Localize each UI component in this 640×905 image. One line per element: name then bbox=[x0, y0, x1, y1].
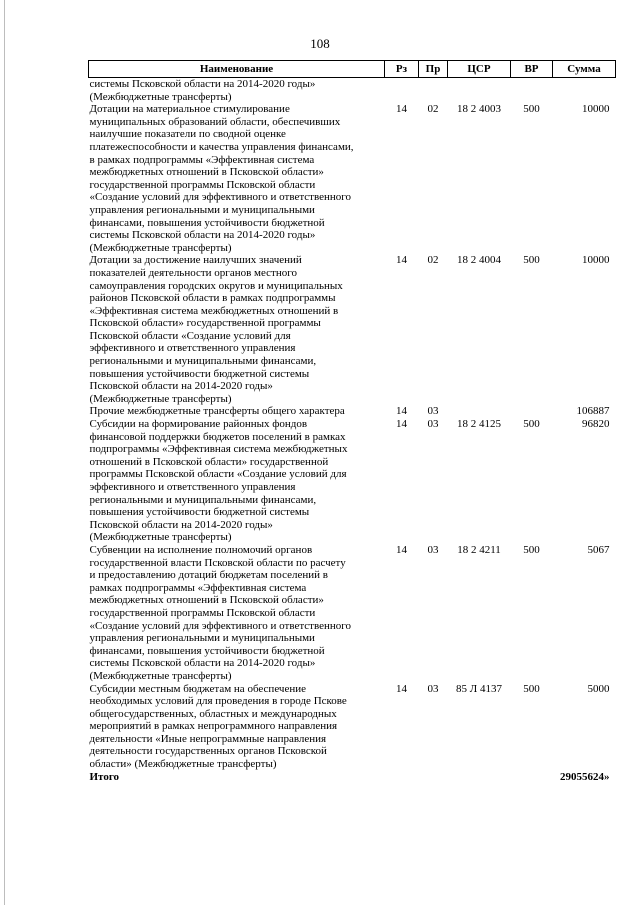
table-body bbox=[89, 78, 616, 784]
empty-cell bbox=[385, 771, 419, 784]
row-name-line: государственной власти Псковской области по расчету bbox=[89, 556, 346, 569]
row-name-line: программы Псковской области «Создание условий для bbox=[89, 468, 347, 481]
table-row bbox=[89, 405, 616, 418]
row-name-line: Дотации за достижение наилучших значений bbox=[89, 254, 302, 267]
table-row bbox=[89, 78, 616, 104]
row-sum: 96820 bbox=[582, 418, 610, 431]
row-pr: 03 bbox=[427, 418, 439, 431]
row-csr: 18 2 4003 bbox=[457, 103, 501, 116]
row-name-line: «Создание условий для эффективного и ответственного bbox=[89, 191, 352, 204]
row-name-line: Псковской области «Создание условий для bbox=[89, 329, 291, 342]
row-name-line: (Межбюджетные трансферты) bbox=[89, 241, 232, 254]
row-vr: 500 bbox=[523, 418, 540, 431]
row-name-line: системы Псковской области на 2014-2020 годы» bbox=[89, 657, 316, 670]
row-name-line: системы Псковской области на 2014-2020 годы» bbox=[89, 229, 316, 242]
row-pr: 03 bbox=[427, 543, 439, 556]
row-rz: 14 bbox=[396, 682, 407, 695]
row-name-line: «Эффективная система межбюджетных отношений в bbox=[89, 304, 339, 317]
total-sum: 29055624» bbox=[560, 770, 610, 783]
row-name-line: мероприятий в рамках непрограммного направления bbox=[89, 720, 338, 733]
row-name-line: эффективного и ответственного управления bbox=[89, 481, 296, 493]
row-name-line: финансами, повышения устойчивости бюджетной bbox=[89, 216, 325, 229]
empty-cell bbox=[448, 771, 511, 784]
row-pr: 03 bbox=[427, 405, 439, 418]
table-row bbox=[89, 103, 616, 254]
row-sum: 10000 bbox=[582, 254, 610, 267]
row-name-line: (Межбюджетные трансферты) bbox=[89, 392, 232, 405]
row-name-line: деятельности «Иные непрограммные направления bbox=[89, 732, 327, 745]
table-header bbox=[89, 61, 616, 78]
row-name-line: общегосударственных, областных и международных bbox=[89, 707, 337, 720]
row-pr: 02 bbox=[427, 103, 439, 116]
col-header-vr: ВР bbox=[511, 61, 553, 78]
row-name-line: финансами, повышения устойчивости бюджетной bbox=[89, 644, 325, 657]
row-sum: 5000 bbox=[587, 682, 610, 695]
row-sum: 5067 bbox=[587, 543, 610, 556]
total-row bbox=[89, 771, 616, 784]
total-label: Итого bbox=[89, 770, 120, 783]
row-name-line: государственной программы Псковской области bbox=[89, 606, 316, 619]
row-name bbox=[89, 103, 385, 254]
row-vr: 500 bbox=[523, 682, 540, 695]
row-rz: 14 bbox=[396, 405, 407, 418]
row-name-line: отношений в Псковской области» государственной bbox=[89, 455, 329, 468]
page-number: 108 bbox=[310, 36, 330, 51]
row-name-line: Псковской области на 2014-2020 годы» bbox=[89, 380, 273, 393]
row-name-line: повышения устойчивости бюджетной системы bbox=[89, 367, 310, 380]
row-name bbox=[89, 254, 385, 405]
row-name-line: муниципальных образований области, обеспечивших bbox=[89, 115, 341, 128]
row-name-line: деятельности государственных органов Псковской bbox=[89, 745, 327, 758]
row-name bbox=[89, 544, 385, 683]
row-name bbox=[89, 405, 385, 418]
table-row bbox=[89, 544, 616, 683]
row-name-line: наилучшие показатели по сводной оценке bbox=[89, 128, 286, 141]
row-name-line: эффективного и ответственного управления bbox=[89, 342, 296, 355]
row-name-line: региональными и муниципальными финансами, bbox=[89, 355, 317, 368]
table-row bbox=[89, 254, 616, 405]
row-name-line: системы Псковской области на 2014-2020 годы» bbox=[89, 78, 316, 90]
row-pr bbox=[419, 78, 448, 104]
row-name-line: Псковской области на 2014-2020 годы» bbox=[89, 518, 273, 531]
row-name-line: подпрограммы «Эффективная система межбюджетных bbox=[89, 443, 348, 456]
row-name-line: районов Псковской области в рамках подпрограммы bbox=[89, 292, 336, 305]
row-name-line: (Межбюджетные трансферты) bbox=[89, 90, 232, 103]
row-pr: 02 bbox=[427, 254, 439, 267]
row-csr bbox=[448, 405, 511, 418]
row-sum: 10000 bbox=[582, 103, 610, 116]
col-header-sum: Сумма bbox=[553, 61, 616, 78]
table-row bbox=[89, 683, 616, 771]
row-name-line: в рамках подпрограммы «Эффективная система bbox=[89, 153, 315, 166]
row-sum bbox=[553, 78, 616, 104]
row-name-line: повышения устойчивости бюджетной системы bbox=[89, 506, 310, 519]
row-vr bbox=[511, 405, 553, 418]
row-name-line: показателей деятельности органов местного bbox=[89, 266, 297, 279]
col-header-name: Наименование bbox=[89, 61, 385, 78]
row-csr: 85 Л 4137 bbox=[456, 682, 502, 695]
row-name bbox=[89, 78, 385, 104]
row-name bbox=[89, 683, 385, 771]
row-name-line: межбюджетных отношений в Псковской области» bbox=[89, 166, 324, 179]
row-name-line: государственной программы Псковской области bbox=[89, 178, 316, 191]
row-csr: 18 2 4125 bbox=[457, 418, 501, 431]
row-name-line: управления региональными и муниципальными bbox=[89, 632, 315, 645]
row-name-line: Псковской области» государственной программы bbox=[89, 317, 321, 330]
row-name-line: области» (Межбюджетные трансферты) bbox=[89, 758, 277, 771]
row-name-line: (Межбюджетные трансферты) bbox=[89, 531, 232, 544]
row-csr bbox=[448, 78, 511, 104]
row-name-line: Субсидии местным бюджетам на обеспечение bbox=[89, 682, 306, 695]
row-rz: 14 bbox=[396, 254, 407, 267]
scan-edge-line bbox=[4, 0, 5, 905]
row-pr: 03 bbox=[427, 682, 439, 695]
row-vr bbox=[511, 78, 553, 104]
row-rz: 14 bbox=[396, 103, 407, 116]
row-name-line: «Создание условий для эффективного и ответственного bbox=[89, 619, 352, 632]
row-csr: 18 2 4004 bbox=[457, 254, 501, 267]
row-name-line: Прочие межбюджетные трансферты общего характера bbox=[89, 405, 345, 418]
row-name-line: и предоставлению дотаций бюджетам поселений в bbox=[89, 569, 328, 582]
row-name-line: необходимых условий для проведения в городе Пскове bbox=[89, 695, 347, 708]
col-header-csr: ЦСР bbox=[448, 61, 511, 78]
budget-table bbox=[88, 60, 616, 783]
col-header-rz: Рз bbox=[385, 61, 419, 78]
row-name-line: управления региональными и муниципальными bbox=[89, 203, 315, 216]
row-name-line: региональными и муниципальными финансами, bbox=[89, 493, 317, 506]
row-rz: 14 bbox=[396, 418, 407, 431]
row-name-line: финансовой поддержки бюджетов поселений в рамках bbox=[89, 430, 346, 443]
row-csr: 18 2 4211 bbox=[457, 543, 501, 556]
row-name-line: Дотации на материальное стимулирование bbox=[89, 103, 290, 116]
row-vr: 500 bbox=[523, 254, 540, 267]
empty-cell bbox=[419, 771, 448, 784]
empty-cell bbox=[511, 771, 553, 784]
row-rz: 14 bbox=[396, 543, 407, 556]
row-name bbox=[89, 418, 385, 544]
row-name-line: (Межбюджетные трансферты) bbox=[89, 669, 232, 682]
row-vr: 500 bbox=[523, 103, 540, 116]
row-name-line: межбюджетных отношений в Псковской области» bbox=[89, 594, 324, 607]
table-row bbox=[89, 418, 616, 544]
row-vr: 500 bbox=[523, 543, 540, 556]
col-header-pr: Пр bbox=[419, 61, 448, 78]
row-rz bbox=[385, 78, 419, 104]
row-sum: 106887 bbox=[576, 405, 610, 418]
row-name-line: самоуправления городских округов и муниципальных bbox=[89, 279, 343, 292]
row-name-line: платежеспособности и качества управления финансами, bbox=[89, 140, 354, 153]
row-name-line: Субсидии на формирование районных фондов bbox=[89, 418, 308, 431]
row-name-line: рамках подпрограммы «Эффективная система bbox=[89, 581, 307, 594]
row-name-line: Субвенции на исполнение полномочий органов bbox=[89, 543, 313, 556]
